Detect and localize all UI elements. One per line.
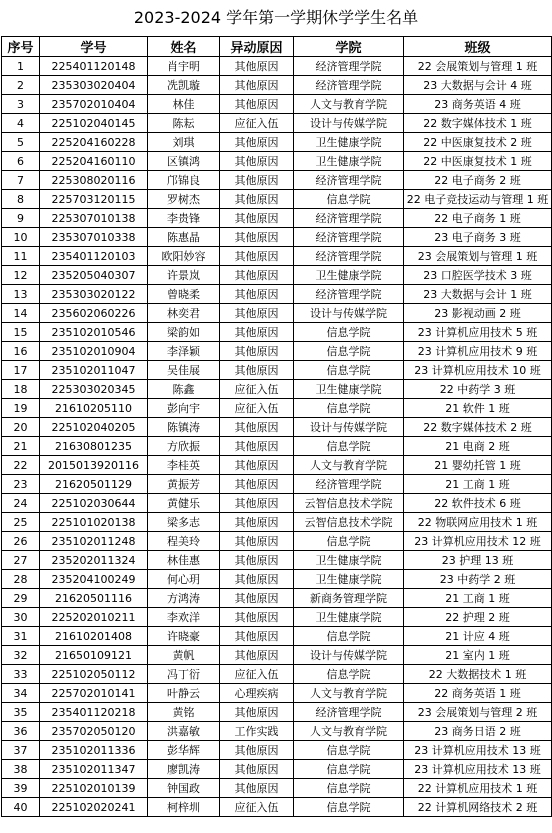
cell-student-id: 225307010138 [40, 209, 148, 228]
cell-class: 23 计算机应用技术 10 班 [404, 361, 552, 380]
cell-name: 许晓豪 [148, 627, 220, 646]
cell-reason: 其他原因 [220, 703, 294, 722]
cell-student-id: 2015013920116 [40, 456, 148, 475]
cell-class: 22 电子竞技运动与管理 1 班 [404, 190, 552, 209]
cell-name: 许景岚 [148, 266, 220, 285]
header-college: 学院 [294, 37, 404, 57]
cell-reason: 其他原因 [220, 133, 294, 152]
student-table [1, 36, 552, 817]
table-row [2, 342, 552, 361]
cell-seq: 11 [2, 247, 40, 266]
cell-seq: 20 [2, 418, 40, 437]
cell-student-id: 235205040307 [40, 266, 148, 285]
cell-student-id: 235102011248 [40, 532, 148, 551]
cell-college: 信息学院 [294, 399, 404, 418]
table-row [2, 760, 552, 779]
cell-reason: 其他原因 [220, 646, 294, 665]
table-row [2, 798, 552, 817]
cell-student-id: 235102010546 [40, 323, 148, 342]
cell-reason: 其他原因 [220, 76, 294, 95]
table-row [2, 76, 552, 95]
cell-student-id: 21610201408 [40, 627, 148, 646]
table-row [2, 266, 552, 285]
cell-class: 23 商务日语 2 班 [404, 722, 552, 741]
cell-college: 设计与传媒学院 [294, 646, 404, 665]
cell-college: 经济管理学院 [294, 57, 404, 76]
cell-reason: 其他原因 [220, 456, 294, 475]
cell-seq: 31 [2, 627, 40, 646]
cell-class: 23 会展策划与管理 1 班 [404, 247, 552, 266]
cell-class: 22 大数据技术 1 班 [404, 665, 552, 684]
cell-college: 信息学院 [294, 760, 404, 779]
cell-seq: 39 [2, 779, 40, 798]
cell-reason: 其他原因 [220, 437, 294, 456]
cell-reason: 其他原因 [220, 475, 294, 494]
cell-college: 卫生健康学院 [294, 380, 404, 399]
cell-student-id: 235702050120 [40, 722, 148, 741]
cell-reason: 其他原因 [220, 532, 294, 551]
cell-college: 信息学院 [294, 361, 404, 380]
table-row [2, 551, 552, 570]
cell-seq: 25 [2, 513, 40, 532]
cell-college: 人文与教育学院 [294, 95, 404, 114]
cell-name: 吴佳展 [148, 361, 220, 380]
cell-college: 卫生健康学院 [294, 133, 404, 152]
table-row [2, 627, 552, 646]
table-row [2, 722, 552, 741]
cell-name: 陈鑫 [148, 380, 220, 399]
cell-name: 钟国政 [148, 779, 220, 798]
header-class: 班级 [404, 37, 552, 57]
cell-class: 22 会展策划与管理 1 班 [404, 57, 552, 76]
cell-college: 设计与传媒学院 [294, 418, 404, 437]
cell-reason: 其他原因 [220, 494, 294, 513]
cell-reason: 其他原因 [220, 95, 294, 114]
cell-class: 23 护理 13 班 [404, 551, 552, 570]
cell-name: 邝锦良 [148, 171, 220, 190]
cell-name: 李贵锋 [148, 209, 220, 228]
cell-student-id: 235401120103 [40, 247, 148, 266]
cell-student-id: 235702010404 [40, 95, 148, 114]
cell-name: 林奕君 [148, 304, 220, 323]
cell-class: 23 大数据与会计 1 班 [404, 285, 552, 304]
cell-name: 梁多志 [148, 513, 220, 532]
cell-college: 信息学院 [294, 342, 404, 361]
cell-college: 人文与教育学院 [294, 684, 404, 703]
cell-student-id: 235303020122 [40, 285, 148, 304]
cell-seq: 40 [2, 798, 40, 817]
cell-seq: 32 [2, 646, 40, 665]
cell-reason: 其他原因 [220, 57, 294, 76]
cell-student-id: 21650109121 [40, 646, 148, 665]
cell-reason: 其他原因 [220, 361, 294, 380]
table-row [2, 589, 552, 608]
cell-seq: 2 [2, 76, 40, 95]
table-row [2, 608, 552, 627]
table-row [2, 418, 552, 437]
cell-college: 经济管理学院 [294, 703, 404, 722]
cell-seq: 9 [2, 209, 40, 228]
table-row [2, 152, 552, 171]
page-title: 2023-2024 学年第一学期休学学生名单 [133, 8, 419, 27]
cell-college: 信息学院 [294, 741, 404, 760]
cell-student-id: 225204160110 [40, 152, 148, 171]
cell-reason: 应征入伍 [220, 380, 294, 399]
cell-name: 何心玥 [148, 570, 220, 589]
cell-reason: 其他原因 [220, 152, 294, 171]
cell-class: 23 口腔医学技术 3 班 [404, 266, 552, 285]
cell-class: 22 物联网应用技术 1 班 [404, 513, 552, 532]
cell-reason: 其他原因 [220, 760, 294, 779]
cell-seq: 36 [2, 722, 40, 741]
table-body [2, 57, 552, 817]
cell-name: 刘琪 [148, 133, 220, 152]
cell-reason: 工作实践 [220, 722, 294, 741]
cell-name: 陈惠晶 [148, 228, 220, 247]
cell-name: 罗树杰 [148, 190, 220, 209]
header-row [2, 37, 552, 57]
cell-student-id: 225101020138 [40, 513, 148, 532]
table-row [2, 380, 552, 399]
cell-student-id: 225102040145 [40, 114, 148, 133]
cell-class: 22 中医康复技术 2 班 [404, 133, 552, 152]
cell-student-id: 225702010141 [40, 684, 148, 703]
table-row [2, 304, 552, 323]
cell-student-id: 21630801235 [40, 437, 148, 456]
cell-student-id: 225102030644 [40, 494, 148, 513]
cell-name: 叶静云 [148, 684, 220, 703]
cell-class: 22 电子商务 2 班 [404, 171, 552, 190]
cell-name: 区镇鸿 [148, 152, 220, 171]
cell-seq: 37 [2, 741, 40, 760]
cell-class: 22 商务英语 1 班 [404, 684, 552, 703]
table-row [2, 437, 552, 456]
cell-seq: 4 [2, 114, 40, 133]
header-seq: 序号 [2, 37, 40, 57]
cell-college: 卫生健康学院 [294, 608, 404, 627]
cell-class: 22 计算机应用技术 1 班 [404, 779, 552, 798]
cell-reason: 其他原因 [220, 608, 294, 627]
cell-seq: 26 [2, 532, 40, 551]
cell-seq: 18 [2, 380, 40, 399]
cell-seq: 22 [2, 456, 40, 475]
table-row [2, 570, 552, 589]
cell-class: 22 电子商务 1 班 [404, 209, 552, 228]
cell-seq: 15 [2, 323, 40, 342]
cell-reason: 其他原因 [220, 741, 294, 760]
cell-name: 廖凯涛 [148, 760, 220, 779]
cell-seq: 6 [2, 152, 40, 171]
table-row [2, 703, 552, 722]
cell-class: 23 影视动画 2 班 [404, 304, 552, 323]
cell-class: 23 计算机应用技术 5 班 [404, 323, 552, 342]
cell-seq: 33 [2, 665, 40, 684]
cell-class: 23 商务英语 4 班 [404, 95, 552, 114]
cell-student-id: 235102010904 [40, 342, 148, 361]
cell-class: 21 软件 1 班 [404, 399, 552, 418]
cell-name: 林佳惠 [148, 551, 220, 570]
cell-name: 黄帆 [148, 646, 220, 665]
table-row [2, 114, 552, 133]
cell-college: 经济管理学院 [294, 228, 404, 247]
cell-name: 曾晓柔 [148, 285, 220, 304]
cell-seq: 23 [2, 475, 40, 494]
cell-college: 信息学院 [294, 665, 404, 684]
table-row [2, 665, 552, 684]
cell-reason: 其他原因 [220, 209, 294, 228]
cell-class: 21 室内 1 班 [404, 646, 552, 665]
cell-name: 彭华辉 [148, 741, 220, 760]
cell-class: 21 计应 4 班 [404, 627, 552, 646]
cell-class: 21 工商 1 班 [404, 589, 552, 608]
cell-college: 新商务管理学院 [294, 589, 404, 608]
cell-name: 陈镇涛 [148, 418, 220, 437]
cell-student-id: 225202010211 [40, 608, 148, 627]
cell-student-id: 235307010338 [40, 228, 148, 247]
header-student-id: 学号 [40, 37, 148, 57]
cell-name: 梁韵如 [148, 323, 220, 342]
cell-class: 23 计算机应用技术 9 班 [404, 342, 552, 361]
cell-name: 林佳 [148, 95, 220, 114]
cell-class: 22 数字媒体技术 1 班 [404, 114, 552, 133]
table-row [2, 247, 552, 266]
table-row [2, 95, 552, 114]
cell-student-id: 225308020116 [40, 171, 148, 190]
cell-reason: 其他原因 [220, 323, 294, 342]
cell-college: 人文与教育学院 [294, 456, 404, 475]
cell-college: 卫生健康学院 [294, 570, 404, 589]
cell-seq: 19 [2, 399, 40, 418]
cell-college: 经济管理学院 [294, 171, 404, 190]
cell-seq: 24 [2, 494, 40, 513]
cell-college: 卫生健康学院 [294, 551, 404, 570]
cell-class: 21 婴幼托管 1 班 [404, 456, 552, 475]
cell-class: 22 计算机网络技术 2 班 [404, 798, 552, 817]
cell-college: 信息学院 [294, 627, 404, 646]
cell-college: 信息学院 [294, 190, 404, 209]
cell-reason: 其他原因 [220, 285, 294, 304]
cell-college: 设计与传媒学院 [294, 114, 404, 133]
cell-reason: 其他原因 [220, 266, 294, 285]
cell-seq: 21 [2, 437, 40, 456]
table-row [2, 190, 552, 209]
cell-name: 黄铭 [148, 703, 220, 722]
table-row [2, 399, 552, 418]
cell-student-id: 225303020345 [40, 380, 148, 399]
table-row [2, 513, 552, 532]
table-row [2, 741, 552, 760]
cell-student-id: 21610205110 [40, 399, 148, 418]
cell-name: 冼凯璇 [148, 76, 220, 95]
table-row [2, 228, 552, 247]
cell-college: 经济管理学院 [294, 285, 404, 304]
cell-seq: 13 [2, 285, 40, 304]
cell-student-id: 225102020241 [40, 798, 148, 817]
cell-seq: 12 [2, 266, 40, 285]
cell-college: 信息学院 [294, 779, 404, 798]
cell-class: 23 计算机应用技术 12 班 [404, 532, 552, 551]
table-row [2, 494, 552, 513]
header-name: 姓名 [148, 37, 220, 57]
table-row [2, 57, 552, 76]
table-row [2, 646, 552, 665]
cell-reason: 应征入伍 [220, 798, 294, 817]
cell-seq: 28 [2, 570, 40, 589]
table-row [2, 456, 552, 475]
table-row [2, 209, 552, 228]
cell-class: 23 计算机应用技术 13 班 [404, 741, 552, 760]
cell-reason: 应征入伍 [220, 665, 294, 684]
table-row [2, 323, 552, 342]
cell-class: 21 工商 1 班 [404, 475, 552, 494]
cell-name: 李泽颖 [148, 342, 220, 361]
cell-reason: 其他原因 [220, 171, 294, 190]
cell-student-id: 225102050112 [40, 665, 148, 684]
cell-student-id: 235602060226 [40, 304, 148, 323]
cell-reason: 其他原因 [220, 551, 294, 570]
cell-reason: 其他原因 [220, 589, 294, 608]
cell-name: 彭向宇 [148, 399, 220, 418]
cell-seq: 1 [2, 57, 40, 76]
cell-seq: 8 [2, 190, 40, 209]
cell-reason: 其他原因 [220, 228, 294, 247]
cell-seq: 5 [2, 133, 40, 152]
cell-seq: 16 [2, 342, 40, 361]
cell-student-id: 235102011047 [40, 361, 148, 380]
cell-reason: 其他原因 [220, 190, 294, 209]
cell-reason: 其他原因 [220, 247, 294, 266]
table-row [2, 475, 552, 494]
table-row [2, 133, 552, 152]
table-row [2, 779, 552, 798]
cell-seq: 35 [2, 703, 40, 722]
cell-seq: 34 [2, 684, 40, 703]
cell-class: 22 数字媒体技术 2 班 [404, 418, 552, 437]
cell-name: 黄健乐 [148, 494, 220, 513]
cell-reason: 其他原因 [220, 342, 294, 361]
cell-seq: 17 [2, 361, 40, 380]
cell-seq: 14 [2, 304, 40, 323]
cell-reason: 其他原因 [220, 513, 294, 532]
cell-college: 信息学院 [294, 532, 404, 551]
cell-name: 洪嘉敏 [148, 722, 220, 741]
cell-student-id: 235102011336 [40, 741, 148, 760]
cell-college: 信息学院 [294, 323, 404, 342]
cell-college: 信息学院 [294, 798, 404, 817]
cell-college: 经济管理学院 [294, 247, 404, 266]
cell-name: 黄振芳 [148, 475, 220, 494]
cell-student-id: 225401120148 [40, 57, 148, 76]
cell-student-id: 225102010139 [40, 779, 148, 798]
cell-seq: 30 [2, 608, 40, 627]
cell-class: 23 电子商务 3 班 [404, 228, 552, 247]
cell-class: 23 大数据与会计 4 班 [404, 76, 552, 95]
cell-name: 欧阳妙容 [148, 247, 220, 266]
cell-class: 22 护理 2 班 [404, 608, 552, 627]
cell-college: 云智信息技术学院 [294, 494, 404, 513]
cell-reason: 其他原因 [220, 627, 294, 646]
cell-name: 柯梓圳 [148, 798, 220, 817]
cell-class: 22 中医康复技术 1 班 [404, 152, 552, 171]
cell-class: 23 会展策划与管理 2 班 [404, 703, 552, 722]
cell-name: 李桂英 [148, 456, 220, 475]
cell-student-id: 235401120218 [40, 703, 148, 722]
cell-student-id: 235102011347 [40, 760, 148, 779]
cell-name: 陈耘 [148, 114, 220, 133]
cell-reason: 其他原因 [220, 418, 294, 437]
cell-seq: 7 [2, 171, 40, 190]
cell-reason: 其他原因 [220, 570, 294, 589]
cell-name: 方欣振 [148, 437, 220, 456]
cell-college: 人文与教育学院 [294, 722, 404, 741]
cell-student-id: 21620501129 [40, 475, 148, 494]
cell-seq: 10 [2, 228, 40, 247]
cell-name: 方鸿涛 [148, 589, 220, 608]
table-row [2, 285, 552, 304]
cell-seq: 3 [2, 95, 40, 114]
cell-student-id: 235204100249 [40, 570, 148, 589]
cell-college: 卫生健康学院 [294, 266, 404, 285]
cell-reason: 应征入伍 [220, 114, 294, 133]
cell-student-id: 235202011324 [40, 551, 148, 570]
cell-student-id: 225102040205 [40, 418, 148, 437]
cell-seq: 29 [2, 589, 40, 608]
cell-student-id: 225703120115 [40, 190, 148, 209]
cell-name: 冯丁衍 [148, 665, 220, 684]
cell-class: 23 计算机应用技术 13 班 [404, 760, 552, 779]
cell-reason: 心理疾病 [220, 684, 294, 703]
table-row [2, 361, 552, 380]
cell-class: 22 软件技术 6 班 [404, 494, 552, 513]
cell-class: 22 中药学 3 班 [404, 380, 552, 399]
table-row [2, 532, 552, 551]
cell-student-id: 225204160228 [40, 133, 148, 152]
table-row [2, 171, 552, 190]
cell-student-id: 21620501116 [40, 589, 148, 608]
cell-reason: 其他原因 [220, 304, 294, 323]
cell-reason: 应征入伍 [220, 399, 294, 418]
header-reason: 异动原因 [220, 37, 294, 57]
cell-college: 设计与传媒学院 [294, 304, 404, 323]
cell-name: 肖宇明 [148, 57, 220, 76]
cell-seq: 27 [2, 551, 40, 570]
cell-college: 信息学院 [294, 437, 404, 456]
cell-class: 21 电商 2 班 [404, 437, 552, 456]
cell-name: 李欢洋 [148, 608, 220, 627]
cell-college: 卫生健康学院 [294, 152, 404, 171]
cell-class: 23 中药学 2 班 [404, 570, 552, 589]
cell-reason: 其他原因 [220, 779, 294, 798]
cell-name: 程美玲 [148, 532, 220, 551]
cell-college: 云智信息技术学院 [294, 513, 404, 532]
table-row [2, 684, 552, 703]
cell-college: 经济管理学院 [294, 475, 404, 494]
cell-college: 经济管理学院 [294, 209, 404, 228]
cell-student-id: 235303020404 [40, 76, 148, 95]
cell-college: 经济管理学院 [294, 76, 404, 95]
cell-seq: 38 [2, 760, 40, 779]
